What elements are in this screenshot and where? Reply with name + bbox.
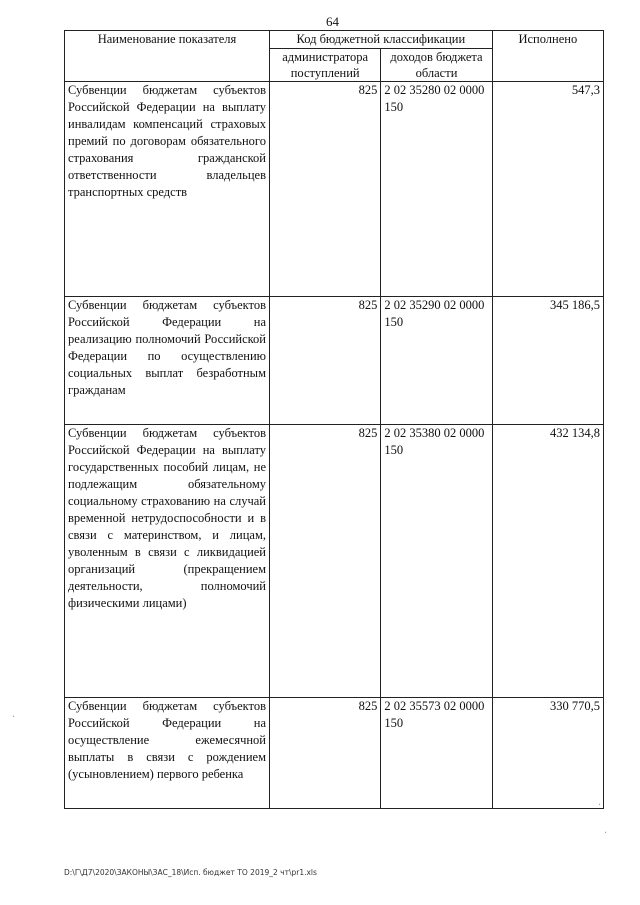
executed-amount-cell: 330 770,5: [492, 698, 603, 809]
table-row: [65, 425, 604, 698]
indicator-name-cell: Субвенции бюджетам субъектов Российской Федерации на выплату государственных пособий лицам, не подлежащим обязательному социальному страхованию на случай временной нетрудоспособности и в связи с материнством, и лицам, уволенным в связи с ликвидацией организаций (прекращением деятельности, полномочий физическими лицами): [65, 425, 270, 698]
indicator-name-cell: Субвенции бюджетам субъектов Российской Федерации на осуществление ежемесячной выплаты в связи с рождением (усыновлением) первого ребенка: [65, 698, 270, 809]
header-administrator: администратора поступлений: [270, 49, 381, 82]
scan-speck: ·: [604, 828, 608, 839]
administrator-code-cell: 825: [270, 425, 381, 698]
table-row: [65, 698, 604, 809]
header-indicator-name: Наименование показателя: [65, 31, 270, 82]
table-row: [65, 297, 604, 425]
income-code-cell: 2 02 35280 02 0000 150: [381, 82, 492, 297]
indicator-name-cell: Субвенции бюджетам субъектов Российской Федерации на реализацию полномочий Российской Федерации по осуществлению социальных выплат безработным гражданам: [65, 297, 270, 425]
header-income-code: доходов бюджета области: [381, 49, 492, 82]
administrator-code-cell: 825: [270, 297, 381, 425]
indicator-name-cell: Субвенции бюджетам субъектов Российской Федерации на выплату инвалидам компенсаций страховых премий по договорам обязательного страхования гражданской ответственности владельцев транспортных средств: [65, 82, 270, 297]
executed-amount-cell: 547,3: [492, 82, 603, 297]
income-code-cell: 2 02 35290 02 0000 150: [381, 297, 492, 425]
scan-speck: ·: [598, 800, 602, 811]
table-header-row: [65, 31, 604, 49]
income-code-cell: 2 02 35380 02 0000 150: [381, 425, 492, 698]
file-path-footer: D:\Г\Д7\2020\ЗАКОНЫ\ЗАС_18\Исп. бюджет ТО 2019_2 чт\pr1.xls: [64, 868, 317, 877]
scan-speck: ·: [12, 712, 16, 723]
executed-amount-cell: 345 186,5: [492, 297, 603, 425]
table-row: [65, 82, 604, 297]
header-executed: Исполнено: [492, 31, 603, 82]
header-budget-classification-code: Код бюджетной классификации: [270, 31, 493, 49]
page-number: 64: [326, 14, 339, 29]
administrator-code-cell: 825: [270, 698, 381, 809]
income-code-cell: 2 02 35573 02 0000 150: [381, 698, 492, 809]
administrator-code-cell: 825: [270, 82, 381, 297]
budget-execution-table: [64, 30, 604, 809]
executed-amount-cell: 432 134,8: [492, 425, 603, 698]
